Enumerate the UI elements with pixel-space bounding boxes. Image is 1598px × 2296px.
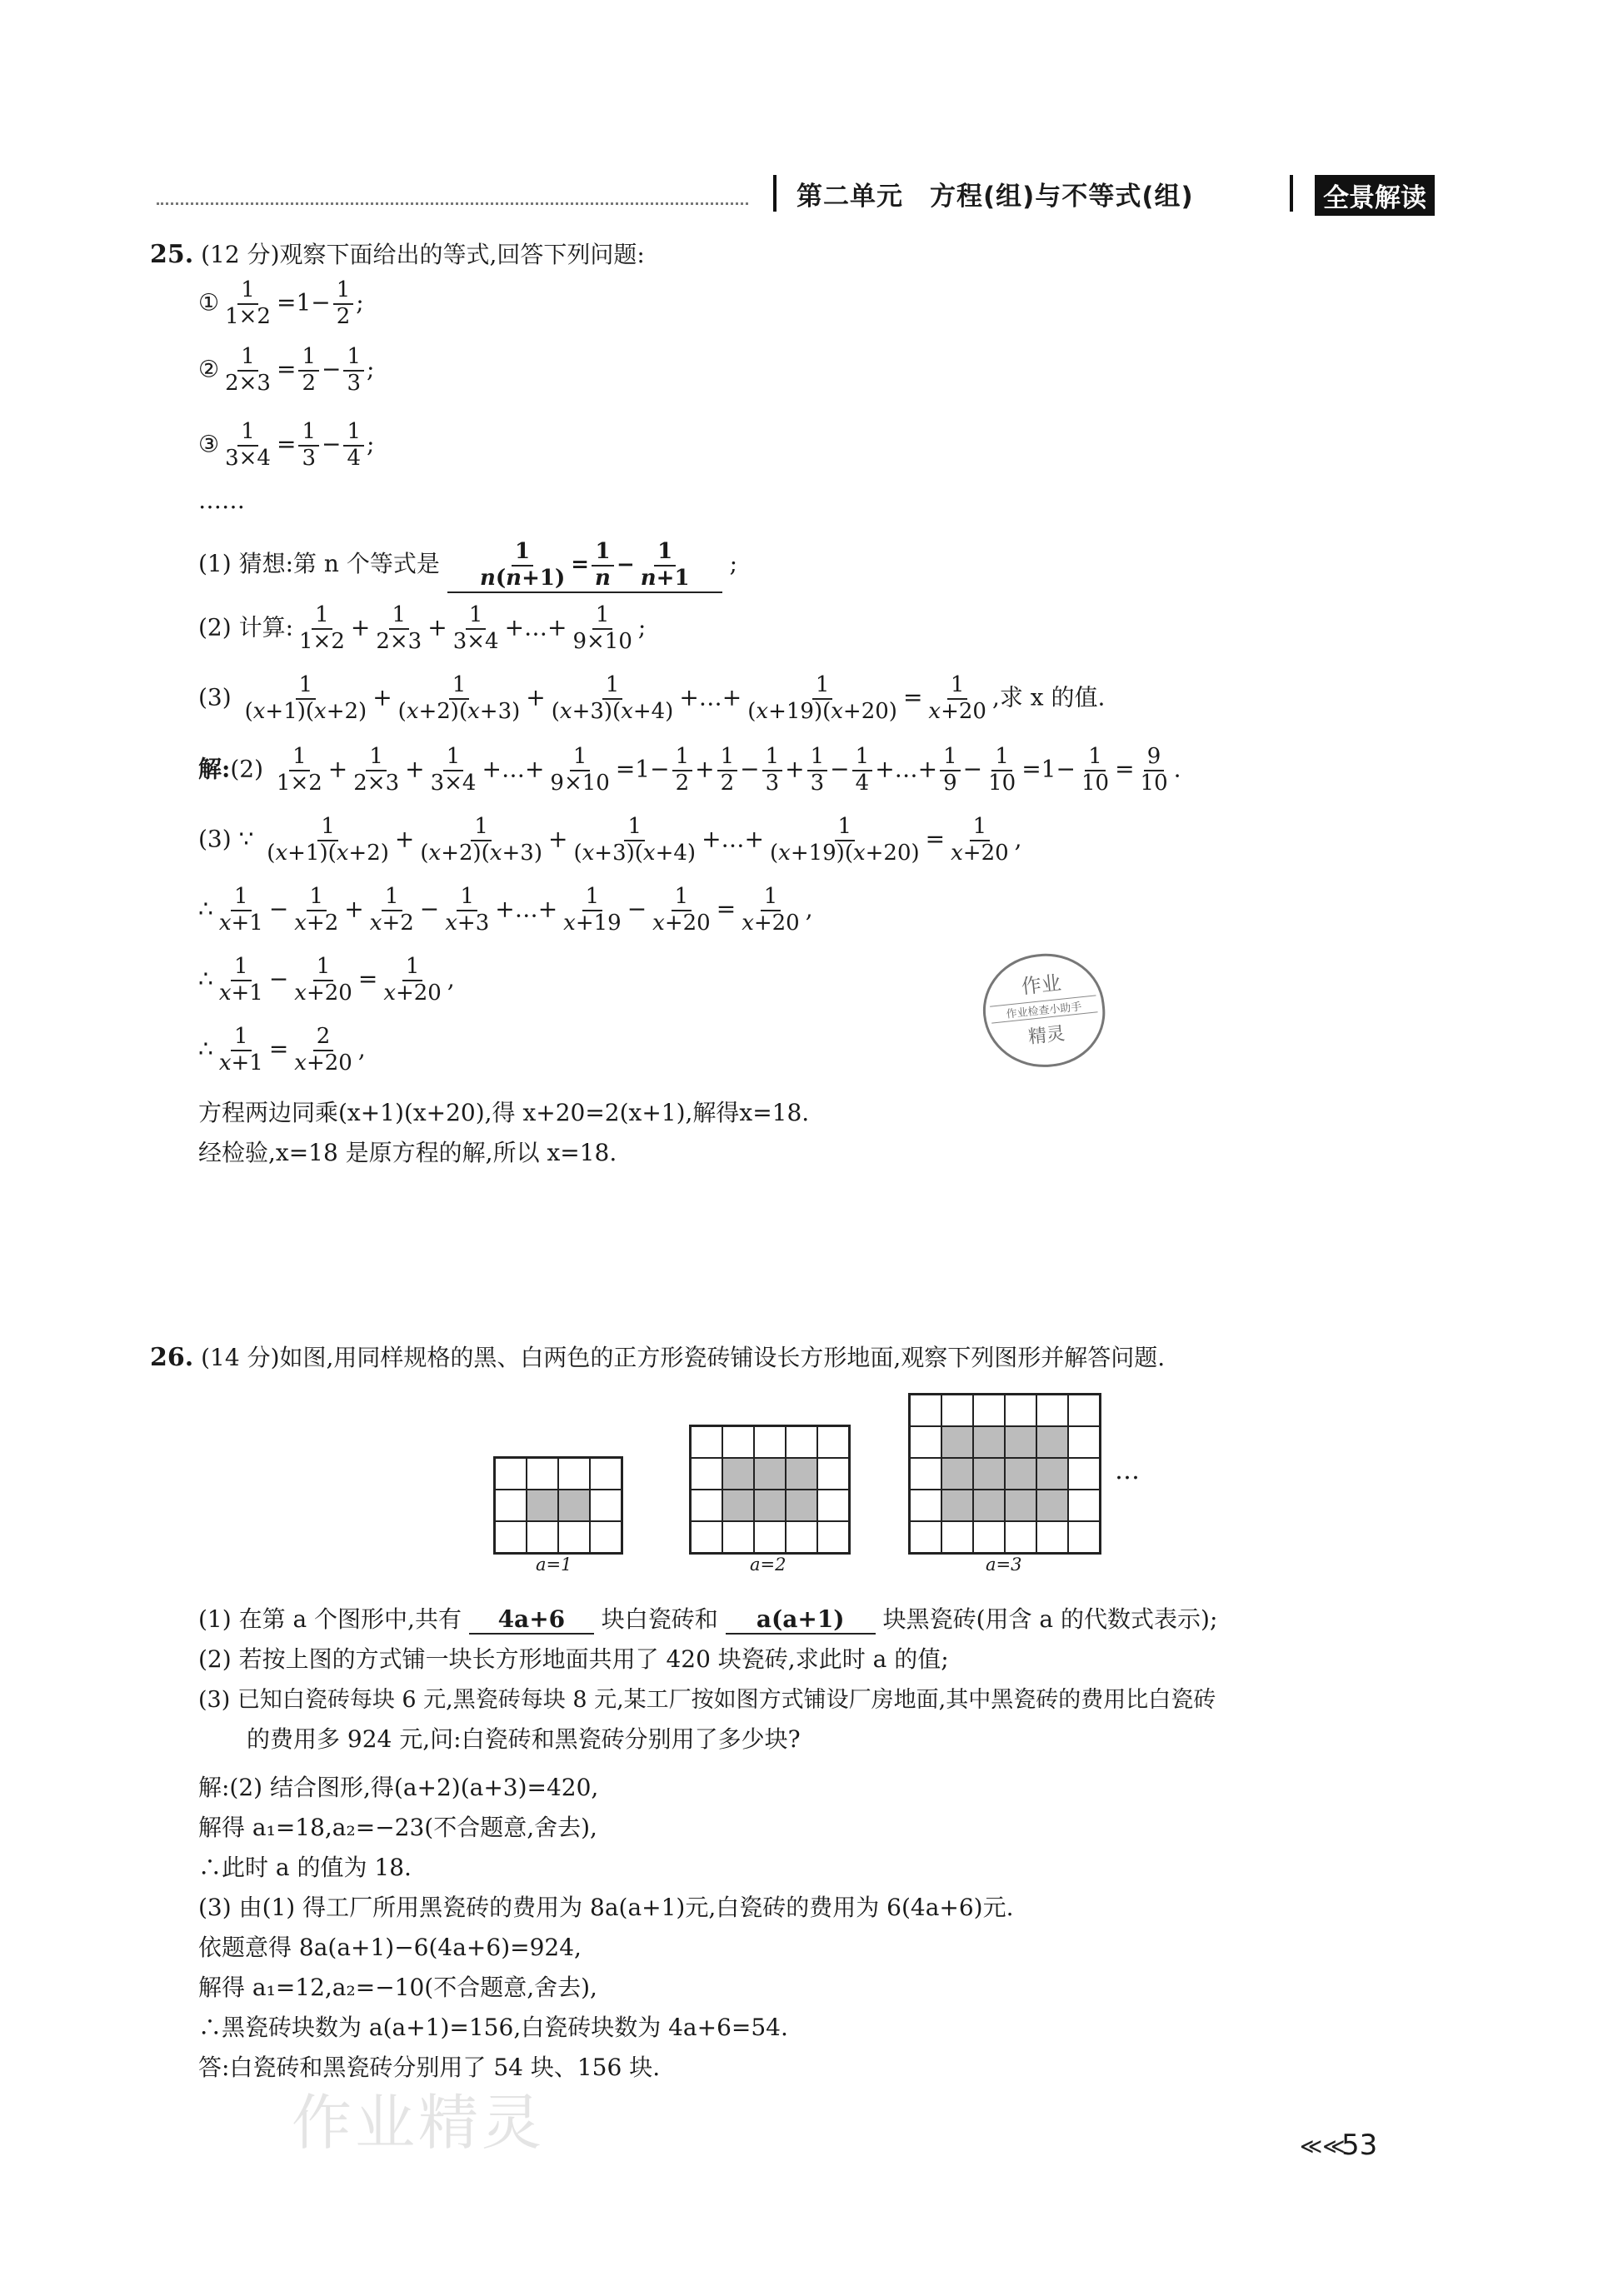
q26-part3-line2: 的费用多 924 元,问:白瓷砖和黑瓷砖分别用了多少块? [247,1725,801,1753]
q26-sol-4: (3) 由(1) 得工厂所用黑瓷砖的费用为 8a(a+1)元,白瓷砖的费用为 6(4a+6)元. [198,1894,1014,1921]
q26-p1-c: 块黑瓷砖(用含 a 的代数式表示); [882,1605,1218,1633]
q26-stem-text: (14 分)如图,用同样规格的黑、白两色的正方形瓷砖铺设长方形地面,观察下列图形并解答问题. [201,1344,1166,1371]
white-tile [590,1521,622,1553]
q26-part2: (2) 若按上图的方式铺一块长方形地面共用了 420 块瓷砖,求此时 a 的值; [198,1645,949,1673]
part2-prefix: (2) 计算: [198,613,293,641]
white-tile [973,1395,1005,1426]
header-divider [157,202,748,205]
q25-part3: (3) $\frac{1}{(x+1)(x+2)}$ + $\frac{1}{(x+2)(x+3)}$ + $\frac{1}{(x+3)(x+4)}$ +…+ $\frac{1}{(x+19)(x+20)}$ = $\frac{1}{x+20}$ ,求 x 的值. [198,672,1106,724]
q26-sol-8: 答:白瓷砖和黑瓷砖分别用了 54 块、156 块. [198,2054,661,2081]
part3-prefix: (3) [198,683,232,711]
white-tile [558,1521,590,1553]
black-tile [941,1426,973,1458]
black-tile [1005,1490,1036,1521]
stamp-bottom: 精灵 [1026,1023,1066,1049]
white-tile [786,1426,817,1458]
black-tile [786,1490,817,1521]
q25-stem [150,237,645,270]
q26-p1-a: (1) 在第 a 个图形中,共有 [198,1605,462,1633]
figure-label-a2: a=2 [750,1555,787,1575]
helper-stamp [977,948,1110,1074]
black-tile [941,1458,973,1490]
white-tile [527,1458,558,1490]
white-tile [910,1426,941,1458]
q25-sol-check: 经检验,x=18 是原方程的解,所以 x=18. [198,1139,617,1166]
q25-eq2: ② $\frac{1}{2\times 3}$ = $\frac{1}{2}$ − $\frac{1}{3}$ ; [198,344,375,396]
q25-sol3-line2: ∴ $\frac{1}{x+1}$ − $\frac{1}{x+2}$ + $\frac{1}{x+2}$ − $\frac{1}{x+3}$ +…+ $\frac{1}{x+19}$ − $\frac{1}{x+20}$ = $\frac{1}{x+20}$ , [198,884,813,936]
black-tile [558,1490,590,1521]
q26-blank1: 4a+6 [469,1605,594,1635]
white-tile [754,1521,786,1553]
header-unit-title: 第二单元 方程(组)与不等式(组) [797,182,1194,212]
q25-part2: (2) 计算: $\frac{1}{1\times 2}$ + $\frac{1}{2\times 3}$ + $\frac{1}{3\times 4}$ +…+ $\frac{1}{9\times 10}$ ; [198,602,647,654]
white-tile [1005,1521,1036,1553]
white-tile [973,1521,1005,1553]
part1-suffix: ; [729,549,738,577]
header-bar-left [773,175,777,212]
header-bar-right [1290,175,1293,212]
q26-stem [150,1340,1165,1373]
white-tile [817,1426,849,1458]
white-tile [691,1458,722,1490]
white-tile [495,1458,527,1490]
black-tile [941,1490,973,1521]
black-tile [786,1458,817,1490]
q25-sol3-line1: (3) ∵ $\frac{1}{(x+1)(x+2)}$ + $\frac{1}{(x+2)(x+3)}$ + $\frac{1}{(x+3)(x+4)}$ +…+ $\frac{1}{(x+19)(x+20)}$ = $\frac{1}{x+20}$ , [198,814,1022,866]
q26-sol-7: ∴黑瓷砖块数为 a(a+1)=156,白瓷砖块数为 4a+6=54. [198,2014,788,2041]
white-tile [910,1458,941,1490]
white-tile [527,1521,558,1553]
tile-figure-a3 [908,1393,1101,1555]
white-tile [941,1395,973,1426]
q25-dots: …… [198,487,245,514]
white-tile [910,1490,941,1521]
white-tile [691,1426,722,1458]
q25-sol-eq: 方程两边同乘(x+1)(x+20),得 x+20=2(x+1),解得x=18. [198,1099,810,1126]
q25-part1 [198,540,737,593]
figure-label-a3: a=3 [986,1555,1022,1575]
black-tile [722,1490,754,1521]
white-tile [754,1426,786,1458]
white-tile [722,1521,754,1553]
black-tile [1036,1426,1068,1458]
black-tile [973,1490,1005,1521]
sol-part3-prefix: (3) ∵ [198,825,254,853]
tile-figure-a2 [689,1425,851,1555]
black-tile [527,1490,558,1521]
white-tile [722,1426,754,1458]
part1-prefix: (1) 猜想:第 n 个等式是 [198,549,440,577]
white-tile [691,1521,722,1553]
black-tile [973,1458,1005,1490]
q26-number: 26. [150,1343,194,1372]
white-tile [941,1521,973,1553]
eq3-mark: ③ [198,430,220,458]
white-tile [1068,1458,1100,1490]
q25-stem-text: (12 分)观察下面给出的等式,回答下列问题: [201,241,645,268]
white-tile [1068,1490,1100,1521]
header-badge: 全景解读 [1315,175,1435,216]
white-tile [817,1490,849,1521]
black-tile [1005,1426,1036,1458]
q26-sol-1: 解:(2) 结合图形,得(a+2)(a+3)=420, [198,1774,599,1801]
white-tile [691,1490,722,1521]
stamp-top: 作业 [1020,971,1063,999]
black-tile [722,1458,754,1490]
white-tile [590,1490,622,1521]
white-tile [910,1395,941,1426]
q25-eq1: ① $\frac{1}{1\times 2}$ =1− $\frac{1}{2}$ ; [198,277,364,329]
sol-label: 解: [198,755,231,783]
white-tile [1005,1395,1036,1426]
figure-more: … [1115,1456,1140,1485]
q26-sol-6: 解得 a₁=12,a₂=−10(不合题意,舍去), [198,1974,597,2001]
white-tile [1036,1395,1068,1426]
white-tile [1068,1426,1100,1458]
q25-sol3-line3: ∴ $\frac{1}{x+1}$ − $\frac{1}{x+20}$ = $\frac{1}{x+20}$ , [198,954,455,1006]
white-tile [817,1521,849,1553]
figure-label-a1: a=1 [536,1555,572,1575]
q25-sol3-line4: ∴ $\frac{1}{x+1}$ = $\frac{2}{x+20}$ , [198,1024,366,1076]
white-tile [1068,1521,1100,1553]
page-number: 53 [1341,2129,1378,2162]
watermark: 作业精灵 [292,2088,546,2158]
black-tile [754,1458,786,1490]
q26-sol-2: 解得 a₁=18,a₂=−23(不合题意,舍去), [198,1814,597,1841]
eq2-mark: ② [198,355,220,383]
white-tile [817,1458,849,1490]
white-tile [1068,1395,1100,1426]
sol-part2-prefix: (2) [230,755,264,783]
stamp-middle: 作业检查小助手 [990,995,1097,1023]
black-tile [973,1426,1005,1458]
q26-p1-b: 块白瓷砖和 [601,1605,718,1633]
white-tile [910,1521,941,1553]
q26-sol-5: 依题意得 8a(a+1)−6(4a+6)=924, [198,1934,582,1961]
q25-eq3: ③ $\frac{1}{3\times 4}$ = $\frac{1}{3}$ − $\frac{1}{4}$ ; [198,419,375,471]
black-tile [1005,1458,1036,1490]
tile-figure-a1 [493,1456,623,1555]
q26-sol-3: ∴此时 a 的值为 18. [198,1854,412,1881]
part1-answer-blank: $\frac{1}{n(n+1)}$ = $\frac{1}{n}$ − $\frac{1}{n+1}$ [447,540,722,593]
black-tile [1036,1458,1068,1490]
page-arrows-icon: ≪≪ [1300,2134,1346,2159]
black-tile [1036,1490,1068,1521]
white-tile [495,1521,527,1553]
eq1-mark: ① [198,288,220,317]
white-tile [786,1521,817,1553]
q26-blank2: a(a+1) [726,1605,876,1635]
white-tile [495,1490,527,1521]
black-tile [754,1490,786,1521]
white-tile [558,1458,590,1490]
q26-part3-line1: (3) 已知白瓷砖每块 6 元,黑瓷砖每块 8 元,某工厂按如图方式铺设厂房地面,其中黑瓷砖的费用比白瓷砖 [198,1687,1216,1713]
q26-part1 [198,1601,1217,1635]
part3-suffix: ,求 x 的值. [991,683,1106,711]
q25-number: 25. [150,240,194,269]
white-tile [590,1458,622,1490]
white-tile [1036,1521,1068,1553]
q25-sol2: 解:(2) $\frac{1}{1\times 2}$ + $\frac{1}{2\times 3}$ + $\frac{1}{3\times 4}$ +…+ $\frac{1}{9\times 10}$ =1− $\frac{1}{2}$ + $\frac{1}{2}$ − $\frac{1}{3}$ + $\frac{1}{3}$ − $\frac{1}{4}$ +…+ $\frac{1}{9}$ − $\frac{1}{10}$ =1− $\frac{1}{10}$ = $\frac{9}{10}$ . [198,744,1181,796]
